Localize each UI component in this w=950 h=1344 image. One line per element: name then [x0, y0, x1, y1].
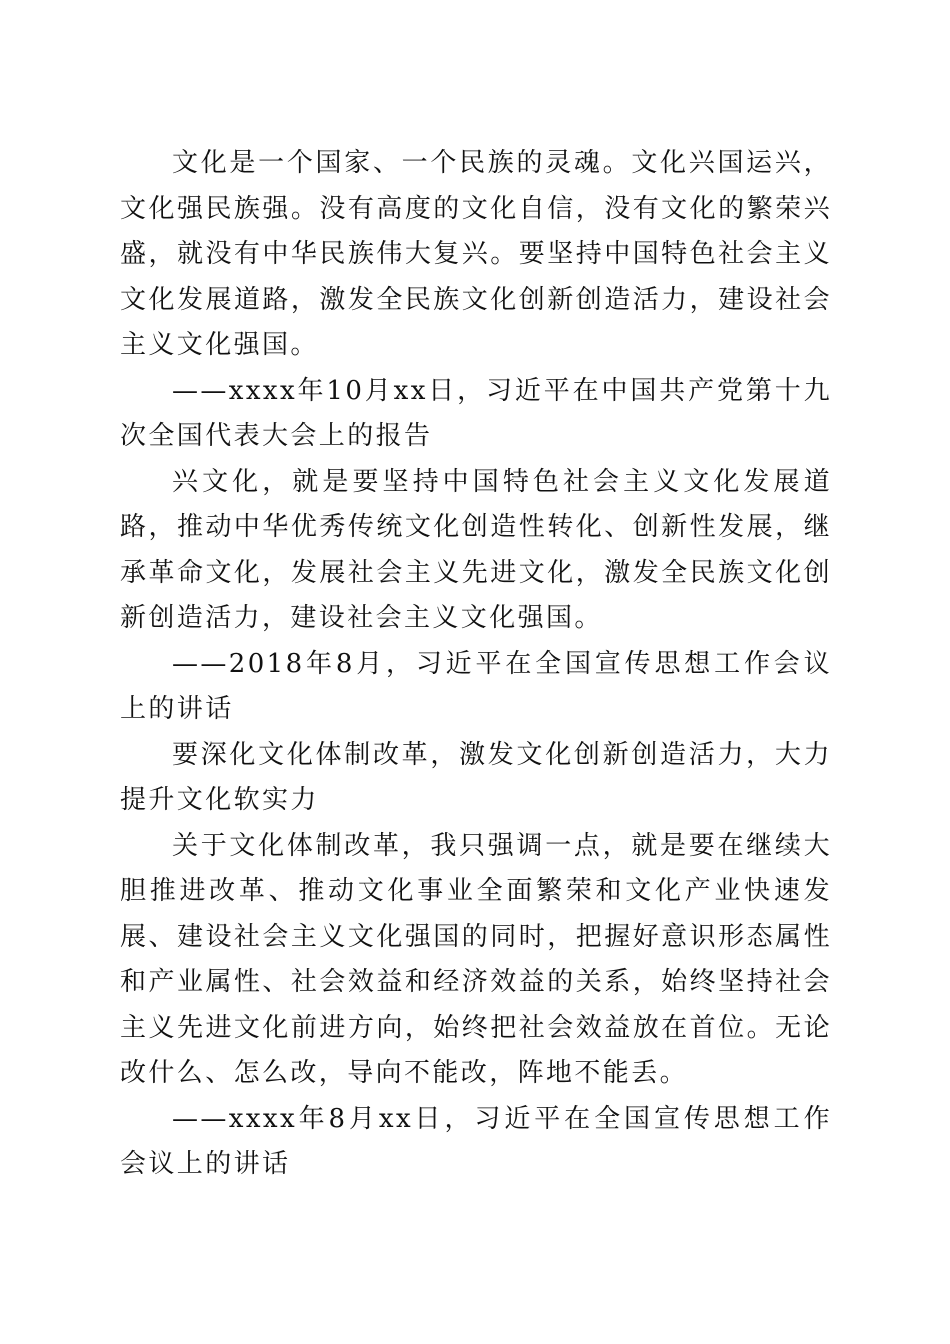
paragraph-develop-culture: 兴文化，就是要坚持中国特色社会主义文化发展道路，推动中华优秀传统文化创造性转化、创新性发展，继承革命文化，发展社会主义先进文化，激发全民族文化创新创造活力，建设社会主义文化强国。	[120, 466, 832, 633]
document-body	[120, 141, 832, 1188]
source-citation-2018-meeting: ——2018年8月，习近平在全国宣传思想工作会议上的讲话	[120, 648, 832, 724]
section-heading-reform: 要深化文化体制改革，激发文化创新创造活力，大力提升文化软实力	[120, 739, 832, 815]
paragraph-culture-reform: 关于文化体制改革，我只强调一点，就是要在继续大胆推进改革、推动文化事业全面繁荣和文化产业快速发展、建设社会主义文化强国的同时，把握好意识形态属性和产业属性、社会效益和经济效益的关系，始终坚持社会主义先进文化前进方向，始终把社会效益放在首位。无论改什么、怎么改，导向不能改，阵地不能丢。	[120, 830, 832, 1088]
source-citation-propaganda-meeting: ——xxxx年8月xx日，习近平在全国宣传思想工作会议上的讲话	[120, 1103, 832, 1179]
source-citation-19th-congress: ——xxxx年10月xx日，习近平在中国共产党第十九次全国代表大会上的报告	[120, 375, 832, 451]
paragraph-culture-soul: 文化是一个国家、一个民族的灵魂。文化兴国运兴，文化强民族强。没有高度的文化自信，没有文化的繁荣兴盛，就没有中华民族伟大复兴。要坚持中国特色社会主义文化发展道路，激发全民族文化创新创造活力，建设社会主义文化强国。	[120, 148, 832, 360]
